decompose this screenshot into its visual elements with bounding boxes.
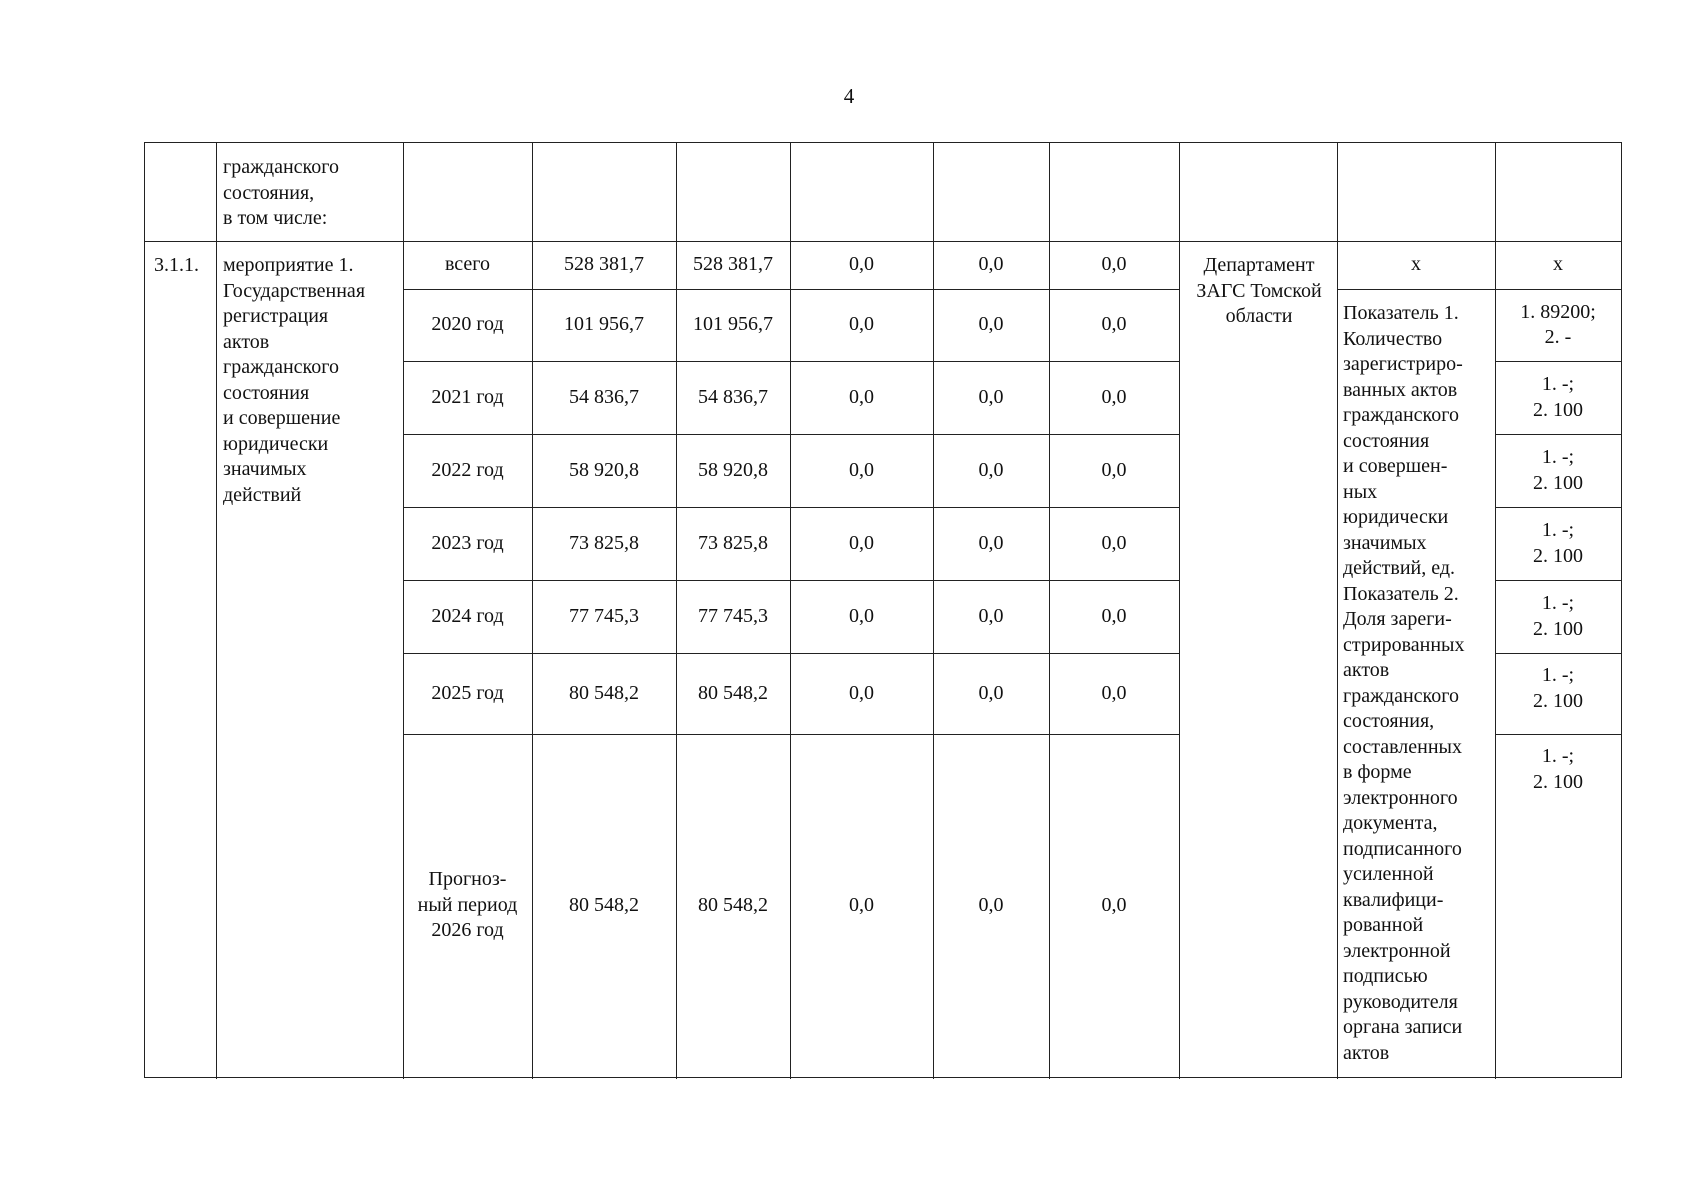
cell-local: 0,0 <box>978 681 1004 704</box>
cell-indicator-label: х <box>1411 253 1421 276</box>
cell-indicator-value: 1. -; 2. 100 <box>1533 519 1583 567</box>
cell-period: 2022 год <box>431 458 504 481</box>
cell-local: 0,0 <box>978 604 1004 627</box>
cell-federal: 0,0 <box>849 681 874 704</box>
cell-indicator-value: 1. -; 2. 100 <box>1533 592 1583 640</box>
cell-regional: 80 548,2 <box>698 681 768 704</box>
cell-period: 2020 год <box>431 313 504 336</box>
executor: Департамент ЗАГС Томской области <box>1196 254 1322 327</box>
cell-federal: 0,0 <box>849 604 874 627</box>
cell-regional: 77 745,3 <box>698 604 768 627</box>
cell-period: всего <box>444 253 491 276</box>
cell-other: 0,0 <box>1101 893 1127 916</box>
cell-indicator-value: 1. -; 2. 100 <box>1533 446 1583 494</box>
header-name-continuation: гражданского состояния, в том числе: <box>223 156 339 229</box>
cell-regional: 528 381,7 <box>693 253 773 276</box>
cell-local: 0,0 <box>978 385 1004 408</box>
indicators-description: Показатель 1. Количество зарегистриро- ванных актов гражданского состояния и совершен- ных юридически значимых действий, ед. Показатель 2. Доля зареги- стрированных актов гражданского состояния, составленных в форме электронного документа, подписанного усиленной квалифици- рованной электронной подписью руководителя органа записи актов <box>1343 302 1465 1064</box>
cell-federal: 0,0 <box>849 531 874 554</box>
cell-federal: 0,0 <box>849 385 874 408</box>
cell-local: 0,0 <box>978 893 1004 916</box>
cell-indicator-value: 1. -; 2. 100 <box>1533 745 1583 793</box>
cell-local: 0,0 <box>978 458 1004 481</box>
cell-federal: 0,0 <box>849 458 874 481</box>
cell-regional: 101 956,7 <box>693 313 773 336</box>
cell-indicator-value: 1. -; 2. 100 <box>1533 664 1583 712</box>
cell-indicator-value: 1. -; 2. 100 <box>1533 373 1583 421</box>
cell-period: Прогноз- ный период 2026 год <box>417 868 518 942</box>
cell-local: 0,0 <box>978 253 1004 276</box>
cell-federal: 0,0 <box>849 893 874 916</box>
cell-total: 54 836,7 <box>569 385 639 408</box>
cell-regional: 54 836,7 <box>698 385 768 408</box>
measure-number: 3.1.1. <box>154 254 199 276</box>
page-number: 4 <box>843 84 855 108</box>
cell-local: 0,0 <box>978 531 1004 554</box>
cell-federal: 0,0 <box>849 253 874 276</box>
cell-other: 0,0 <box>1101 458 1127 481</box>
cell-regional: 58 920,8 <box>698 458 768 481</box>
cell-period: 2023 год <box>431 531 504 554</box>
col-divider <box>216 143 217 1079</box>
cell-other: 0,0 <box>1101 681 1127 704</box>
cell-total: 77 745,3 <box>569 604 639 627</box>
cell-other: 0,0 <box>1101 531 1127 554</box>
measure-name: мероприятие 1. Государственная регистрация актов гражданского состояния и совершение юридически значимых действий <box>223 254 366 506</box>
cell-regional: 73 825,8 <box>698 531 768 554</box>
cell-total: 528 381,7 <box>564 253 644 276</box>
cell-period: 2025 год <box>431 681 504 704</box>
cell-other: 0,0 <box>1101 604 1127 627</box>
cell-total: 101 956,7 <box>564 313 644 336</box>
cell-regional: 80 548,2 <box>698 893 768 916</box>
cell-indicator-value: 1. 89200; 2. - <box>1520 300 1596 348</box>
cell-total: 80 548,2 <box>569 681 639 704</box>
cell-indicator-value: х <box>1553 253 1563 276</box>
cell-period: 2021 год <box>431 385 504 408</box>
program-table <box>144 142 1622 1078</box>
cell-other: 0,0 <box>1101 253 1127 276</box>
cell-total: 80 548,2 <box>569 893 639 916</box>
cell-other: 0,0 <box>1101 313 1127 336</box>
cell-other: 0,0 <box>1101 385 1127 408</box>
cell-federal: 0,0 <box>849 313 874 336</box>
cell-total: 58 920,8 <box>569 458 639 481</box>
col-divider <box>1179 143 1180 1079</box>
cell-period: 2024 год <box>431 604 504 627</box>
cell-local: 0,0 <box>978 313 1004 336</box>
cell-total: 73 825,8 <box>569 531 639 554</box>
